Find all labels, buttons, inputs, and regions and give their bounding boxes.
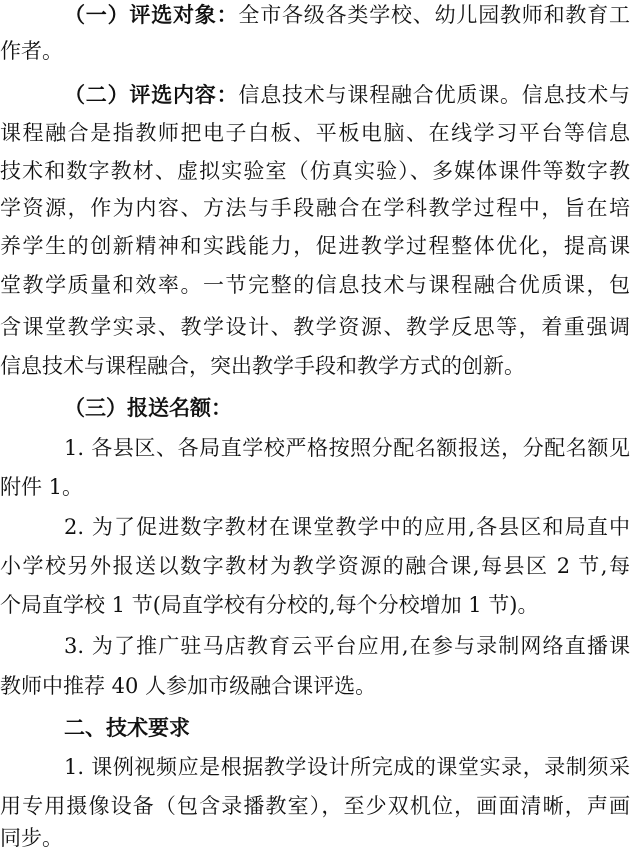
quota-item-1-line-1: 1. 各县区、各局直学校严格按照分配名额报送，分配名额见 <box>64 436 630 460</box>
content-line-3: 技术和数字教材、虚拟实验室（仿真实验）、多媒体课件等数字教 <box>0 159 630 183</box>
quota-item-1-line-2: 附件 1。 <box>0 475 84 499</box>
content-line-8: 信息技术与课程融合，突出教学手段和教学方式的创新。 <box>0 354 525 378</box>
quota-item-2-line-2: 小学校另外报送以数字教材为教学资源的融合课,每县区 2 节,每 <box>0 554 630 578</box>
quota-item-2-line-3: 个局直学校 1 节(局直学校有分校的,每个分校增加 1 节)。 <box>0 593 539 617</box>
tech-item-1-line-3: 同步。 <box>0 826 63 850</box>
quota-heading: （三）报送名额： <box>64 395 232 420</box>
content-text-1: 信息技术与课程融合优质课。信息技术与 <box>238 83 630 107</box>
targets-line-1 <box>0 0 630 30</box>
content-line-1 <box>0 80 630 110</box>
quota-item-3-line-2: 教师中推荐 40 人参加市级融合课评选。 <box>0 674 377 698</box>
targets-heading: （一）评选对象： <box>64 2 239 27</box>
tech-heading: 二、技术要求 <box>64 715 190 740</box>
content-line-6: 堂教学质量和效率。一节完整的信息技术与课程融合优质课，包 <box>0 273 630 297</box>
content-line-2: 课程融合是指教师把电子白板、平板电脑、在线学习平台等信息 <box>0 121 630 145</box>
content-line-7: 含课堂教学实录、教学设计、教学资源、教学反思等，着重强调 <box>0 315 630 339</box>
targets-text-1: 全市各级各类学校、幼儿园教师和教育工 <box>238 3 630 27</box>
content-line-4: 学资源，作为内容、方法与手段融合在学科教学过程中，旨在培 <box>0 196 630 220</box>
quota-item-3-line-1: 3. 为了推广驻马店教育云平台应用,在参与录制网络直播课 <box>64 634 630 658</box>
tech-item-1-line-2: 用专用摄像设备（包含录播教室），至少双机位，画面清晰，声画 <box>0 794 630 818</box>
quota-item-2-line-1: 2. 为了促进数字教材在课堂教学中的应用,各县区和局直中 <box>64 515 630 539</box>
targets-line-2: 作者。 <box>0 39 63 63</box>
content-heading: （二）评选内容： <box>64 82 239 107</box>
tech-item-1-line-1: 1. 课例视频应是根据教学设计所完成的课堂实录，录制须采 <box>64 755 630 779</box>
content-line-5: 养学生的创新精神和实践能力，促进教学过程整体优化，提高课 <box>0 234 630 258</box>
